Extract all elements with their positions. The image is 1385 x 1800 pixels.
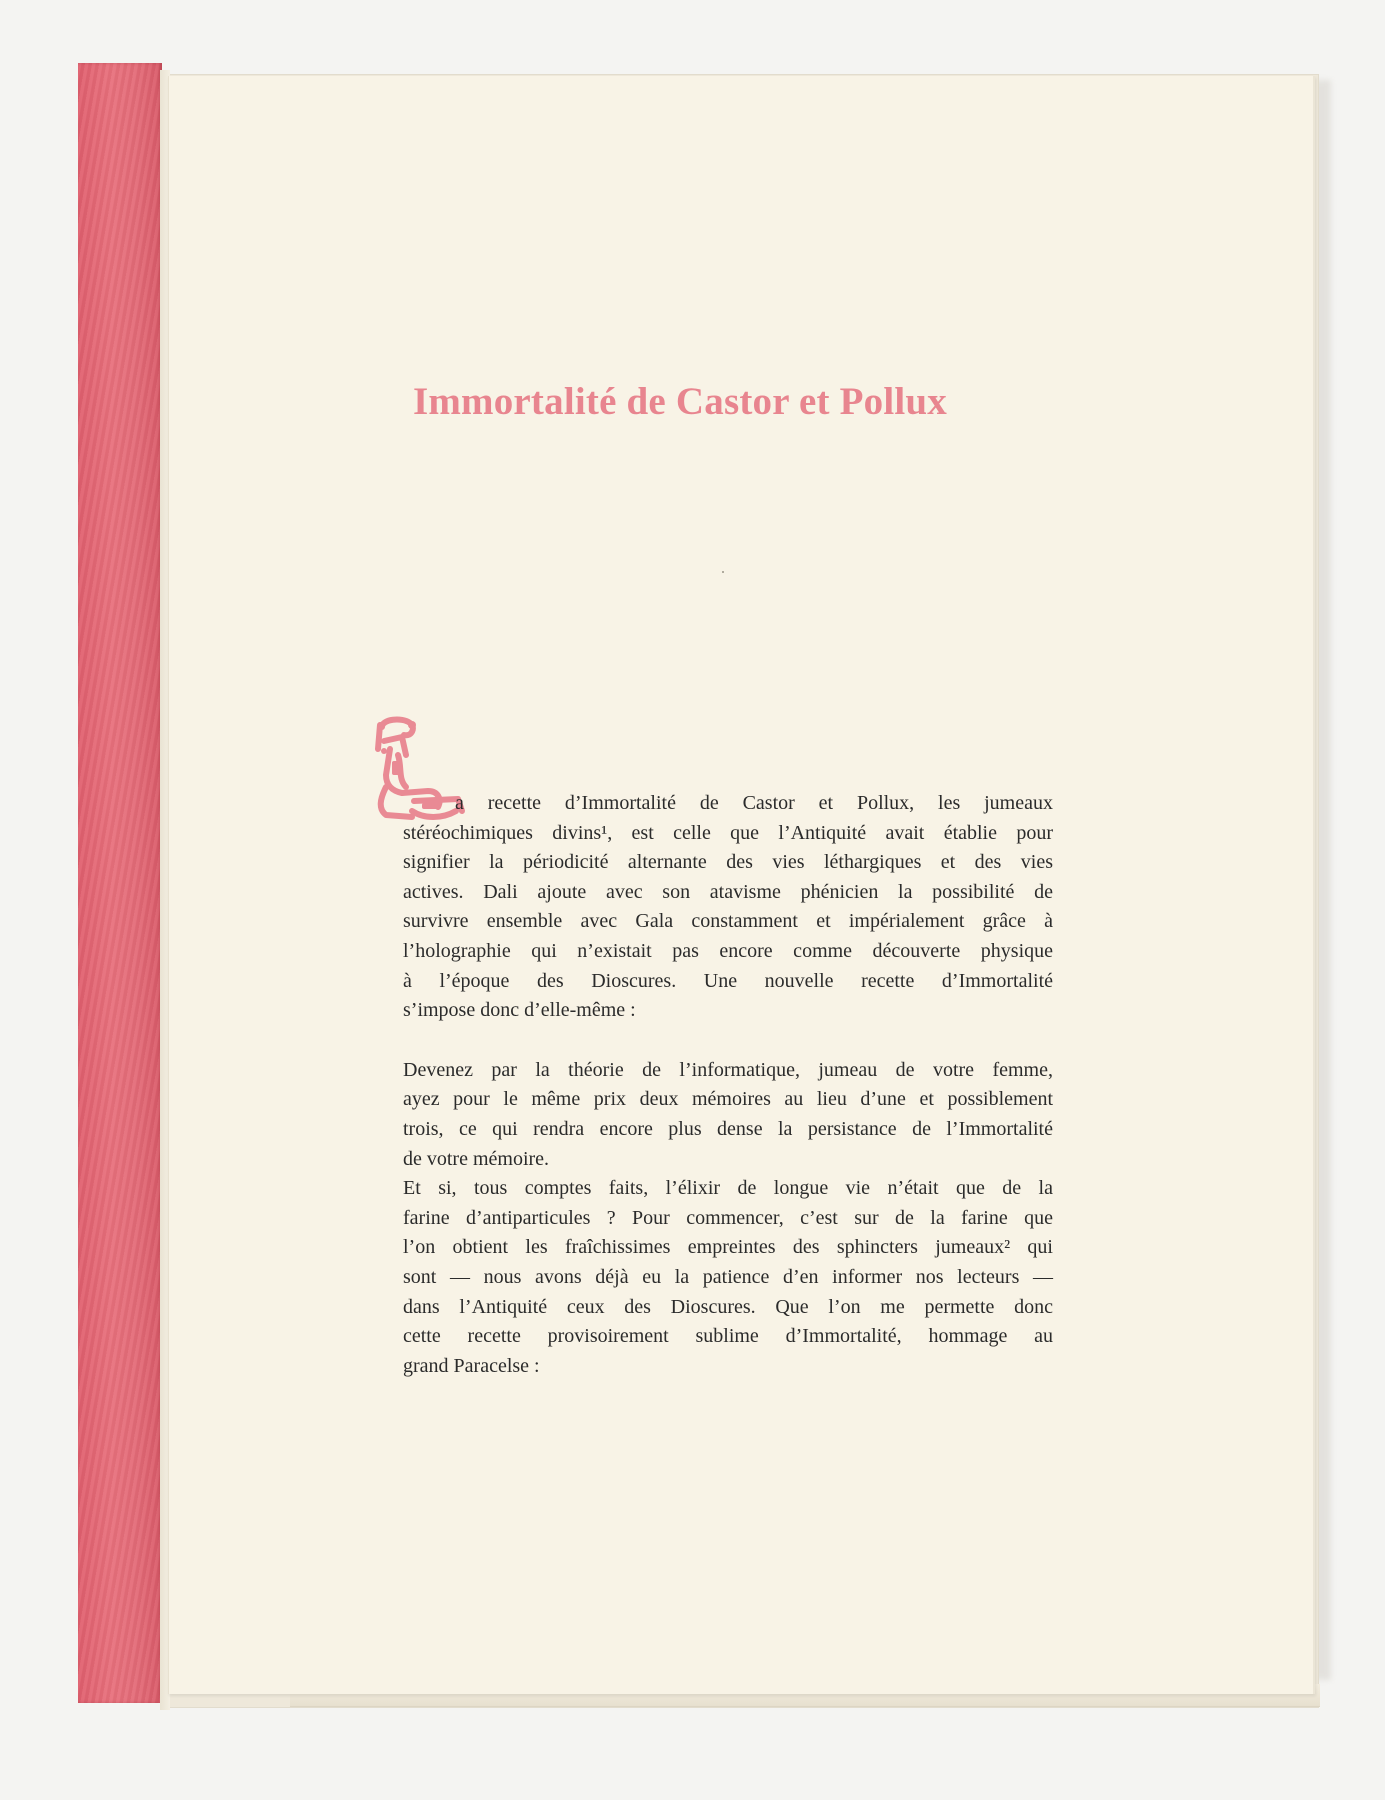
ink-speck bbox=[722, 571, 724, 573]
text-line: sont — nous avons déjà eu la patience d’en informer nos lecteurs — bbox=[403, 1265, 1053, 1288]
text-line: s’impose donc d’elle-même : bbox=[403, 999, 636, 1022]
text-line: signifier la périodicité alternante des vies léthargiques et des vies bbox=[403, 851, 1053, 874]
text-line: Devenez par la théorie de l’informatique, jumeau de votre femme, bbox=[403, 1058, 1053, 1081]
text-line: cette recette provisoirement sublime d’Immortalité, hommage au bbox=[403, 1325, 1053, 1348]
book-spine bbox=[78, 63, 162, 1703]
text-line: Et si, tous comptes faits, l’élixir de longue vie n’était que de la bbox=[403, 1177, 1053, 1200]
text-line: farine d’antiparticules ? Pour commencer, c’est sur de la farine que bbox=[403, 1206, 1053, 1229]
text-line: stéréochimiques divins¹, est celle que l’Antiquité avait établie pour bbox=[403, 821, 1053, 844]
text-line: grand Paracelse : bbox=[403, 1354, 540, 1377]
text-line: à l’époque des Dioscures. Une nouvelle recette d’Immortalité bbox=[403, 969, 1053, 992]
page-title: Immortalité de Castor et Pollux bbox=[412, 380, 948, 423]
text-line: survivre ensemble avec Gala constamment et impérialement grâce à bbox=[403, 910, 1053, 933]
text-line: dans l’Antiquité ceux des Dioscures. Que l’on me permette donc bbox=[403, 1295, 1053, 1318]
text-line: a recette d’Immortalité de Castor et Pollux, les jumeaux bbox=[455, 792, 1053, 814]
text-line: trois, ce qui rendra encore plus dense la persistance de l’Immortalité bbox=[403, 1117, 1053, 1140]
text-line: l’holographie qui n’existait pas encore comme découverte physique bbox=[403, 939, 1053, 962]
text-line: ayez pour le même prix deux mémoires au lieu d’une et possiblement bbox=[403, 1088, 1053, 1111]
body-text bbox=[403, 789, 1053, 1381]
text-line: actives. Dali ajoute avec son atavisme phénicien la possibilité de bbox=[403, 880, 1053, 903]
text-line: de votre mémoire. bbox=[403, 1147, 550, 1170]
paragraph-gap bbox=[403, 1026, 1053, 1056]
text-line: l’on obtient les fraîchissimes empreintes des sphincters jumeaux² qui bbox=[403, 1236, 1053, 1259]
